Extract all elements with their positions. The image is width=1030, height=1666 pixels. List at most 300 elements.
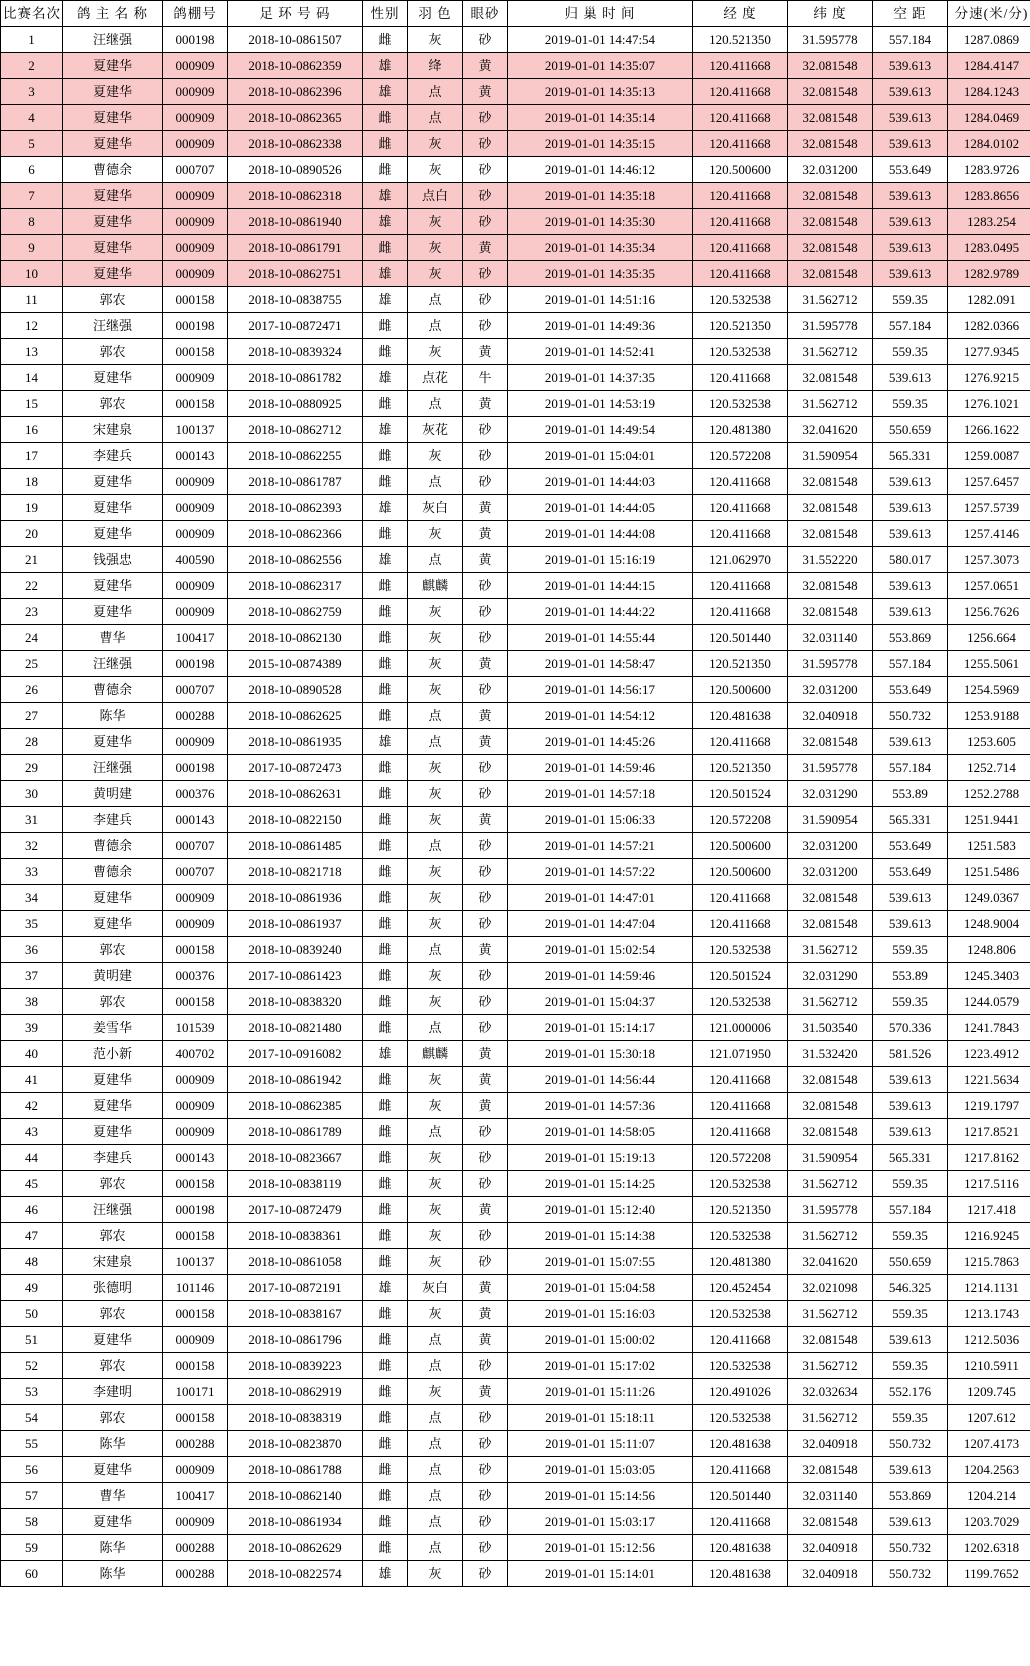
- cell-rank: 47: [1, 1223, 63, 1249]
- cell-ring: 2018-10-0862366: [228, 521, 363, 547]
- cell-sex: 雌: [363, 1093, 408, 1119]
- cell-owner: 郭农: [63, 1353, 163, 1379]
- cell-longitude: 120.481380: [693, 1249, 788, 1275]
- table-row: [1, 859, 1030, 885]
- cell-arrival-time: 2019-01-01 14:57:36: [508, 1093, 693, 1119]
- cell-owner: 郭农: [63, 287, 163, 313]
- cell-latitude: 32.081548: [788, 1509, 873, 1535]
- table-row: [1, 261, 1030, 287]
- cell-longitude: 120.411668: [693, 1457, 788, 1483]
- cell-sex: 雌: [363, 1249, 408, 1275]
- cell-latitude: 32.081548: [788, 885, 873, 911]
- cell-rank: 2: [1, 53, 63, 79]
- table-row: [1, 313, 1030, 339]
- cell-distance: 539.613: [873, 1119, 948, 1145]
- cell-distance: 559.35: [873, 391, 948, 417]
- cell-sex: 雌: [363, 859, 408, 885]
- cell-owner: 曹德余: [63, 833, 163, 859]
- cell-owner: 曹华: [63, 1483, 163, 1509]
- cell-eye: 黄: [463, 703, 508, 729]
- cell-ring: 2018-10-0862140: [228, 1483, 363, 1509]
- cell-loft: 000198: [163, 651, 228, 677]
- cell-loft: 000198: [163, 755, 228, 781]
- cell-rank: 1: [1, 27, 63, 53]
- cell-sex: 雌: [363, 521, 408, 547]
- cell-longitude: 120.532538: [693, 1353, 788, 1379]
- cell-color: 点: [408, 729, 463, 755]
- cell-ring: 2018-10-0821480: [228, 1015, 363, 1041]
- cell-eye: 黄: [463, 79, 508, 105]
- cell-ring: 2018-10-0862396: [228, 79, 363, 105]
- cell-color: 灰: [408, 781, 463, 807]
- cell-loft: 000909: [163, 1067, 228, 1093]
- cell-latitude: 32.081548: [788, 495, 873, 521]
- cell-rank: 49: [1, 1275, 63, 1301]
- cell-ring: 2018-10-0839223: [228, 1353, 363, 1379]
- cell-eye: 砂: [463, 573, 508, 599]
- cell-owner: 郭农: [63, 1171, 163, 1197]
- cell-arrival-time: 2019-01-01 14:56:17: [508, 677, 693, 703]
- cell-latitude: 32.031200: [788, 157, 873, 183]
- cell-sex: 雌: [363, 1405, 408, 1431]
- cell-sex: 雌: [363, 963, 408, 989]
- cell-distance: 553.649: [873, 859, 948, 885]
- cell-latitude: 32.081548: [788, 235, 873, 261]
- cell-owner: 夏建华: [63, 235, 163, 261]
- cell-color: 灰: [408, 651, 463, 677]
- cell-latitude: 31.562712: [788, 287, 873, 313]
- table-row: [1, 1015, 1030, 1041]
- cell-sex: 雌: [363, 807, 408, 833]
- cell-sex: 雄: [363, 365, 408, 391]
- cell-distance: 539.613: [873, 53, 948, 79]
- cell-eye: 砂: [463, 443, 508, 469]
- cell-distance: 559.35: [873, 1353, 948, 1379]
- cell-speed: 1245.3403: [948, 963, 1030, 989]
- cell-latitude: 31.595778: [788, 313, 873, 339]
- cell-owner: 陈华: [63, 1561, 163, 1587]
- cell-owner: 夏建华: [63, 105, 163, 131]
- table-row: [1, 391, 1030, 417]
- cell-speed: 1283.8656: [948, 183, 1030, 209]
- cell-longitude: 120.411668: [693, 1327, 788, 1353]
- cell-speed: 1251.5486: [948, 859, 1030, 885]
- column-header-eye: 眼砂: [463, 1, 508, 27]
- cell-arrival-time: 2019-01-01 14:44:03: [508, 469, 693, 495]
- cell-latitude: 32.031290: [788, 963, 873, 989]
- cell-distance: 557.184: [873, 313, 948, 339]
- cell-ring: 2018-10-0862255: [228, 443, 363, 469]
- cell-loft: 000909: [163, 53, 228, 79]
- cell-rank: 54: [1, 1405, 63, 1431]
- cell-latitude: 32.040918: [788, 1561, 873, 1587]
- cell-latitude: 32.081548: [788, 1093, 873, 1119]
- cell-speed: 1287.0869: [948, 27, 1030, 53]
- cell-owner: 汪继强: [63, 313, 163, 339]
- cell-owner: 夏建华: [63, 1509, 163, 1535]
- cell-eye: 黄: [463, 937, 508, 963]
- cell-latitude: 32.081548: [788, 53, 873, 79]
- table-row: [1, 365, 1030, 391]
- cell-owner: 李建明: [63, 1379, 163, 1405]
- cell-speed: 1214.1131: [948, 1275, 1030, 1301]
- cell-arrival-time: 2019-01-01 14:45:26: [508, 729, 693, 755]
- cell-sex: 雌: [363, 1145, 408, 1171]
- cell-eye: 黄: [463, 1093, 508, 1119]
- cell-rank: 29: [1, 755, 63, 781]
- cell-ring: 2018-10-0862629: [228, 1535, 363, 1561]
- cell-longitude: 120.532538: [693, 287, 788, 313]
- cell-color: 点: [408, 1353, 463, 1379]
- cell-loft: 000909: [163, 729, 228, 755]
- cell-distance: 557.184: [873, 651, 948, 677]
- table-row: [1, 599, 1030, 625]
- cell-longitude: 120.532538: [693, 989, 788, 1015]
- table-row: [1, 1197, 1030, 1223]
- cell-color: 灰: [408, 885, 463, 911]
- cell-rank: 24: [1, 625, 63, 651]
- cell-loft: 000198: [163, 313, 228, 339]
- cell-owner: 陈华: [63, 1535, 163, 1561]
- cell-speed: 1251.583: [948, 833, 1030, 859]
- cell-ring: 2018-10-0823870: [228, 1431, 363, 1457]
- cell-longitude: 120.411668: [693, 365, 788, 391]
- cell-longitude: 120.500600: [693, 859, 788, 885]
- cell-arrival-time: 2019-01-01 14:47:54: [508, 27, 693, 53]
- cell-distance: 550.659: [873, 417, 948, 443]
- cell-arrival-time: 2019-01-01 15:02:54: [508, 937, 693, 963]
- cell-owner: 黄明建: [63, 781, 163, 807]
- cell-color: 麒麟: [408, 573, 463, 599]
- cell-owner: 夏建华: [63, 1457, 163, 1483]
- cell-color: 灰: [408, 1379, 463, 1405]
- column-header-color: 羽 色: [408, 1, 463, 27]
- table-row: [1, 183, 1030, 209]
- cell-arrival-time: 2019-01-01 15:16:19: [508, 547, 693, 573]
- column-header-distance: 空 距: [873, 1, 948, 27]
- cell-ring: 2018-10-0862385: [228, 1093, 363, 1119]
- cell-latitude: 31.595778: [788, 1197, 873, 1223]
- cell-latitude: 31.595778: [788, 651, 873, 677]
- cell-distance: 550.732: [873, 703, 948, 729]
- cell-longitude: 120.411668: [693, 885, 788, 911]
- cell-speed: 1215.7863: [948, 1249, 1030, 1275]
- cell-ring: 2018-10-0862338: [228, 131, 363, 157]
- table-row: [1, 1327, 1030, 1353]
- cell-rank: 16: [1, 417, 63, 443]
- table-row: [1, 989, 1030, 1015]
- cell-color: 灰: [408, 131, 463, 157]
- cell-latitude: 32.081548: [788, 105, 873, 131]
- cell-color: 灰: [408, 625, 463, 651]
- table-row: [1, 573, 1030, 599]
- cell-arrival-time: 2019-01-01 14:57:18: [508, 781, 693, 807]
- cell-longitude: 120.411668: [693, 105, 788, 131]
- cell-owner: 郭农: [63, 937, 163, 963]
- cell-owner: 钱强忠: [63, 547, 163, 573]
- cell-eye: 黄: [463, 391, 508, 417]
- cell-arrival-time: 2019-01-01 14:55:44: [508, 625, 693, 651]
- cell-rank: 55: [1, 1431, 63, 1457]
- cell-sex: 雌: [363, 885, 408, 911]
- cell-arrival-time: 2019-01-01 14:58:05: [508, 1119, 693, 1145]
- cell-color: 灰: [408, 807, 463, 833]
- cell-rank: 56: [1, 1457, 63, 1483]
- cell-distance: 539.613: [873, 261, 948, 287]
- table-row: [1, 79, 1030, 105]
- table-row: [1, 105, 1030, 131]
- cell-latitude: 31.590954: [788, 807, 873, 833]
- cell-speed: 1259.0087: [948, 443, 1030, 469]
- cell-sex: 雌: [363, 469, 408, 495]
- cell-sex: 雄: [363, 287, 408, 313]
- cell-sex: 雌: [363, 937, 408, 963]
- cell-eye: 砂: [463, 1405, 508, 1431]
- cell-owner: 黄明建: [63, 963, 163, 989]
- cell-color: 点白: [408, 183, 463, 209]
- cell-color: 点: [408, 1457, 463, 1483]
- column-header-rank: 比赛名次: [1, 1, 63, 27]
- cell-longitude: 120.572208: [693, 1145, 788, 1171]
- cell-color: 灰: [408, 1249, 463, 1275]
- cell-owner: 夏建华: [63, 131, 163, 157]
- cell-color: 点: [408, 1509, 463, 1535]
- cell-sex: 雌: [363, 157, 408, 183]
- cell-eye: 黄: [463, 807, 508, 833]
- cell-arrival-time: 2019-01-01 14:51:16: [508, 287, 693, 313]
- cell-owner: 夏建华: [63, 79, 163, 105]
- cell-latitude: 31.552220: [788, 547, 873, 573]
- cell-rank: 40: [1, 1041, 63, 1067]
- cell-owner: 陈华: [63, 703, 163, 729]
- cell-ring: 2018-10-0862359: [228, 53, 363, 79]
- cell-speed: 1255.5061: [948, 651, 1030, 677]
- cell-eye: 牛: [463, 365, 508, 391]
- cell-rank: 51: [1, 1327, 63, 1353]
- cell-eye: 砂: [463, 599, 508, 625]
- cell-sex: 雌: [363, 1223, 408, 1249]
- cell-latitude: 31.595778: [788, 755, 873, 781]
- cell-rank: 57: [1, 1483, 63, 1509]
- cell-color: 灰花: [408, 417, 463, 443]
- cell-longitude: 120.411668: [693, 521, 788, 547]
- cell-distance: 539.613: [873, 573, 948, 599]
- cell-loft: 000288: [163, 1431, 228, 1457]
- cell-loft: 000707: [163, 157, 228, 183]
- cell-loft: 000909: [163, 911, 228, 937]
- cell-sex: 雌: [363, 1509, 408, 1535]
- cell-eye: 黄: [463, 53, 508, 79]
- cell-speed: 1217.8162: [948, 1145, 1030, 1171]
- cell-longitude: 120.411668: [693, 79, 788, 105]
- table-row: [1, 677, 1030, 703]
- cell-speed: 1256.7626: [948, 599, 1030, 625]
- cell-ring: 2018-10-0862625: [228, 703, 363, 729]
- cell-color: 灰: [408, 755, 463, 781]
- cell-rank: 7: [1, 183, 63, 209]
- cell-speed: 1213.1743: [948, 1301, 1030, 1327]
- cell-longitude: 120.521350: [693, 27, 788, 53]
- cell-ring: 2018-10-0862556: [228, 547, 363, 573]
- cell-loft: 000158: [163, 391, 228, 417]
- cell-latitude: 32.081548: [788, 521, 873, 547]
- cell-longitude: 120.481638: [693, 1431, 788, 1457]
- cell-eye: 黄: [463, 547, 508, 573]
- cell-ring: 2018-10-0861940: [228, 209, 363, 235]
- cell-loft: 101539: [163, 1015, 228, 1041]
- cell-color: 点: [408, 469, 463, 495]
- cell-color: 灰: [408, 1197, 463, 1223]
- cell-owner: 夏建华: [63, 1327, 163, 1353]
- cell-owner: 汪继强: [63, 27, 163, 53]
- cell-color: 点: [408, 703, 463, 729]
- cell-sex: 雌: [363, 755, 408, 781]
- column-header-arrival-time: 归 巢 时 间: [508, 1, 693, 27]
- cell-owner: 夏建华: [63, 261, 163, 287]
- table-row: [1, 1119, 1030, 1145]
- cell-rank: 43: [1, 1119, 63, 1145]
- cell-color: 点: [408, 313, 463, 339]
- cell-distance: 539.613: [873, 469, 948, 495]
- cell-ring: 2018-10-0861935: [228, 729, 363, 755]
- cell-longitude: 120.411668: [693, 495, 788, 521]
- cell-sex: 雌: [363, 339, 408, 365]
- table-row: [1, 651, 1030, 677]
- cell-loft: 000158: [163, 287, 228, 313]
- cell-arrival-time: 2019-01-01 15:30:18: [508, 1041, 693, 1067]
- cell-ring: 2018-10-0838119: [228, 1171, 363, 1197]
- table-header: [1, 1, 1030, 27]
- cell-eye: 黄: [463, 729, 508, 755]
- cell-arrival-time: 2019-01-01 14:35:14: [508, 105, 693, 131]
- cell-sex: 雄: [363, 261, 408, 287]
- cell-ring: 2018-10-0862365: [228, 105, 363, 131]
- table-row: [1, 1483, 1030, 1509]
- cell-ring: 2018-10-0862919: [228, 1379, 363, 1405]
- cell-sex: 雄: [363, 417, 408, 443]
- cell-distance: 559.35: [873, 989, 948, 1015]
- cell-speed: 1253.605: [948, 729, 1030, 755]
- cell-speed: 1257.6457: [948, 469, 1030, 495]
- cell-color: 点花: [408, 365, 463, 391]
- cell-latitude: 32.040918: [788, 1431, 873, 1457]
- cell-loft: 100417: [163, 625, 228, 651]
- cell-owner: 姜雪华: [63, 1015, 163, 1041]
- cell-latitude: 32.081548: [788, 209, 873, 235]
- cell-arrival-time: 2019-01-01 15:16:03: [508, 1301, 693, 1327]
- header-row: [1, 1, 1030, 27]
- cell-arrival-time: 2019-01-01 15:11:26: [508, 1379, 693, 1405]
- cell-color: 点: [408, 1483, 463, 1509]
- cell-rank: 14: [1, 365, 63, 391]
- cell-distance: 553.89: [873, 963, 948, 989]
- table-row: [1, 1353, 1030, 1379]
- cell-ring: 2018-10-0862317: [228, 573, 363, 599]
- cell-arrival-time: 2019-01-01 14:37:35: [508, 365, 693, 391]
- cell-loft: 000909: [163, 1093, 228, 1119]
- cell-eye: 砂: [463, 287, 508, 313]
- cell-owner: 夏建华: [63, 1093, 163, 1119]
- cell-distance: 553.649: [873, 833, 948, 859]
- cell-owner: 郭农: [63, 339, 163, 365]
- cell-loft: 000909: [163, 885, 228, 911]
- cell-sex: 雄: [363, 79, 408, 105]
- cell-latitude: 32.081548: [788, 573, 873, 599]
- cell-distance: 539.613: [873, 495, 948, 521]
- cell-sex: 雌: [363, 573, 408, 599]
- table-row: [1, 625, 1030, 651]
- cell-latitude: 31.562712: [788, 1353, 873, 1379]
- cell-eye: 砂: [463, 417, 508, 443]
- cell-arrival-time: 2019-01-01 14:49:36: [508, 313, 693, 339]
- cell-loft: 000909: [163, 495, 228, 521]
- cell-arrival-time: 2019-01-01 15:12:56: [508, 1535, 693, 1561]
- cell-eye: 砂: [463, 183, 508, 209]
- cell-speed: 1210.5911: [948, 1353, 1030, 1379]
- cell-longitude: 120.521350: [693, 755, 788, 781]
- cell-arrival-time: 2019-01-01 15:07:55: [508, 1249, 693, 1275]
- cell-arrival-time: 2019-01-01 14:54:12: [508, 703, 693, 729]
- table-row: [1, 1067, 1030, 1093]
- cell-rank: 53: [1, 1379, 63, 1405]
- cell-eye: 砂: [463, 677, 508, 703]
- cell-arrival-time: 2019-01-01 14:35:15: [508, 131, 693, 157]
- cell-latitude: 31.590954: [788, 443, 873, 469]
- cell-arrival-time: 2019-01-01 14:35:13: [508, 79, 693, 105]
- cell-ring: 2017-10-0861423: [228, 963, 363, 989]
- cell-arrival-time: 2019-01-01 14:59:46: [508, 963, 693, 989]
- cell-ring: 2018-10-0862130: [228, 625, 363, 651]
- cell-longitude: 120.411668: [693, 469, 788, 495]
- cell-sex: 雌: [363, 1119, 408, 1145]
- cell-longitude: 120.521350: [693, 651, 788, 677]
- cell-rank: 59: [1, 1535, 63, 1561]
- cell-latitude: 32.031200: [788, 833, 873, 859]
- cell-latitude: 32.081548: [788, 469, 873, 495]
- table-row: [1, 703, 1030, 729]
- cell-distance: 559.35: [873, 339, 948, 365]
- cell-loft: 000909: [163, 79, 228, 105]
- cell-owner: 李建兵: [63, 1145, 163, 1171]
- cell-ring: 2018-10-0890528: [228, 677, 363, 703]
- cell-loft: 000158: [163, 1353, 228, 1379]
- cell-eye: 砂: [463, 469, 508, 495]
- cell-ring: 2018-10-0839240: [228, 937, 363, 963]
- cell-ring: 2018-10-0822574: [228, 1561, 363, 1587]
- cell-distance: 539.613: [873, 79, 948, 105]
- cell-arrival-time: 2019-01-01 14:35:18: [508, 183, 693, 209]
- cell-color: 灰: [408, 235, 463, 261]
- cell-rank: 60: [1, 1561, 63, 1587]
- cell-eye: 砂: [463, 859, 508, 885]
- cell-distance: 539.613: [873, 209, 948, 235]
- column-header-latitude: 纬 度: [788, 1, 873, 27]
- cell-arrival-time: 2019-01-01 15:03:05: [508, 1457, 693, 1483]
- cell-speed: 1248.9004: [948, 911, 1030, 937]
- cell-eye: 砂: [463, 105, 508, 131]
- cell-distance: 539.613: [873, 183, 948, 209]
- cell-rank: 13: [1, 339, 63, 365]
- cell-owner: 曹德余: [63, 157, 163, 183]
- cell-ring: 2018-10-0822150: [228, 807, 363, 833]
- cell-eye: 黄: [463, 339, 508, 365]
- cell-ring: 2015-10-0874389: [228, 651, 363, 677]
- cell-ring: 2018-10-0838755: [228, 287, 363, 313]
- cell-eye: 黄: [463, 235, 508, 261]
- cell-eye: 砂: [463, 209, 508, 235]
- cell-speed: 1209.745: [948, 1379, 1030, 1405]
- cell-ring: 2017-10-0916082: [228, 1041, 363, 1067]
